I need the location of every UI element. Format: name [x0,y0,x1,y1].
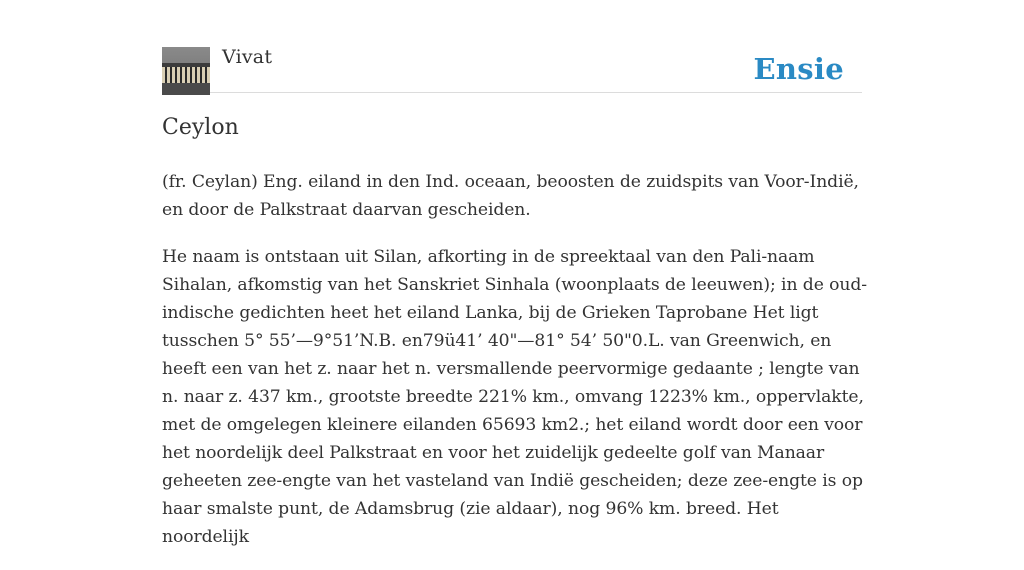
author-name[interactable]: Vivat [222,46,273,68]
article-paragraph: (fr. Ceylan) Eng. eiland in den Ind. oceaan, beoosten de zuidspits van Voor-Indië, en door de Palkstraat daarvan gescheiden. [162,172,859,220]
article-title: Ceylon [162,115,239,140]
article-paragraph: He naam is ontstaan uit Silan, afkorting in de spreektaal van den Pali-naam Sihalan, afkomstig van het Sanskriet Sinhala (woonplaats de leeuwen); in de oud-indische gedichten heet het eiland Lanka, bij de Grieken Taprobane Het ligt tusschen 5° 55’—9°51’N.B. en79ü41’ 40"—81° 54’ 50"0.L. van Greenwich, en heeft een van het z. naar het n. versmallende peervormige gedaante ; lengte van n. naar z. 437 km., grootste breedte 221% km., omvang 1223% km., oppervlakte, met de omgelegen kleinere eilanden 65693 km2.; het eiland wordt door een voor het noordelijk deel Palkstraat en voor het zuidelijk gedeelte golf van Manaar geheeten zee-engte van het vasteland van Indië gescheiden; deze zee-engte is op haar smalste punt, de Adamsbrug (zie aldaar), nog 96% km. breed. Het noordelijk [162,247,867,547]
avatar-image [162,47,210,95]
author-avatar[interactable] [162,47,210,95]
site-header [162,46,862,93]
article-body [162,168,870,570]
site-logo[interactable]: Ensie [753,52,844,86]
